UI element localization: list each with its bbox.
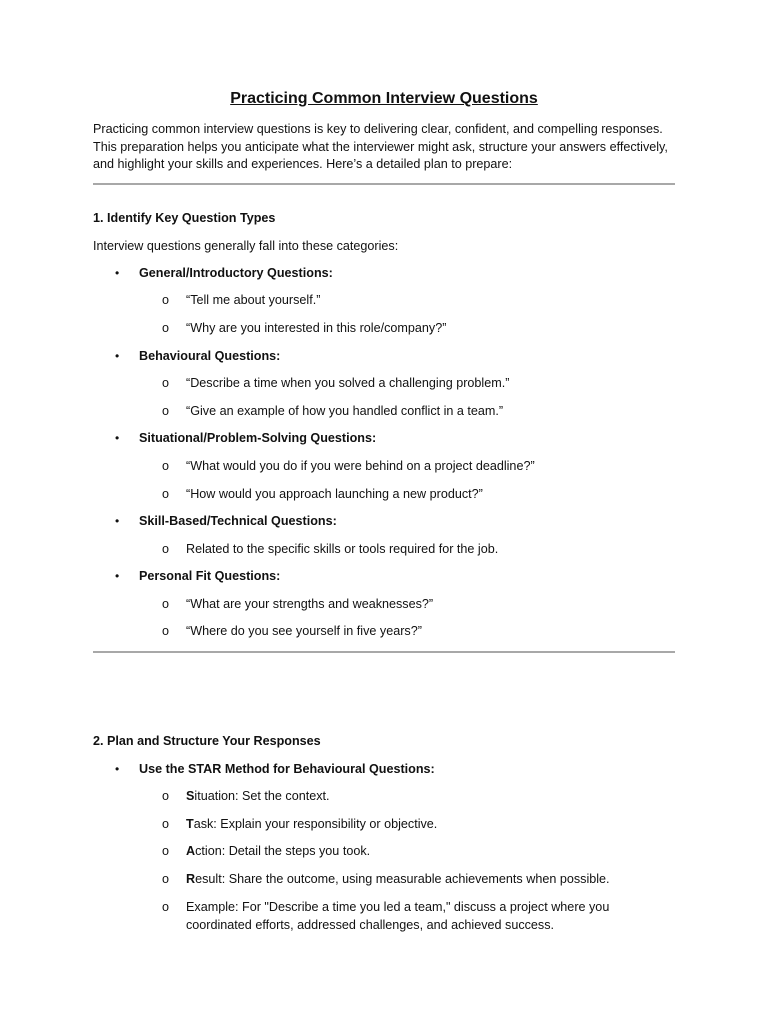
sub-bullet-icon: o — [162, 844, 170, 858]
star-method-label: Use the STAR Method for Behavioural Questions: — [139, 762, 435, 776]
category-label: Personal Fit Questions: — [139, 569, 281, 583]
sub-bullet-icon: o — [162, 789, 170, 803]
list-item: “Give an example of how you handled conflict in a team.” — [186, 404, 504, 418]
bullet-icon: • — [115, 349, 120, 363]
category-label: Situational/Problem-Solving Questions: — [139, 431, 377, 445]
bullet-icon: • — [115, 514, 120, 528]
star-letter: T — [186, 817, 194, 831]
star-text: ask: Explain your responsibility or objective. — [193, 817, 438, 831]
sub-bullet-icon: o — [162, 624, 170, 638]
section-heading: 1. Identify Key Question Types — [93, 211, 276, 225]
section-lead: Interview questions generally fall into these categories: — [93, 239, 399, 253]
list-item: “What would you do if you were behind on a project deadline?” — [186, 459, 535, 473]
sub-bullet-icon: o — [162, 376, 170, 390]
horizontal-rule — [93, 183, 675, 185]
star-item-action — [186, 843, 370, 860]
sub-bullet-icon: o — [162, 900, 170, 914]
list-item: “What are your strengths and weaknesses?” — [186, 597, 434, 611]
star-text: ituation: Set the context. — [194, 789, 330, 803]
bullet-icon: • — [115, 431, 120, 445]
sub-bullet-icon: o — [162, 293, 170, 307]
sub-bullet-icon: o — [162, 872, 170, 886]
list-item: “Tell me about yourself.” — [186, 293, 321, 307]
star-letter: R — [186, 872, 196, 886]
bullet-icon: • — [115, 762, 120, 776]
list-item: Related to the specific skills or tools required for the job. — [186, 542, 499, 556]
star-item-task — [186, 816, 437, 833]
horizontal-rule — [93, 651, 675, 653]
star-example: Example: For "Describe a time you led a team," discuss a project where you coordinated efforts, addressed challenges, and achieved success. — [186, 900, 610, 932]
star-item-result — [186, 871, 610, 888]
section-heading: 2. Plan and Structure Your Responses — [93, 734, 321, 748]
star-letter: S — [186, 789, 195, 803]
category-label: Behavioural Questions: — [139, 349, 281, 363]
intro-paragraph: Practicing common interview questions is key to delivering clear, confident, and compelling responses. This preparation helps you anticipate what the interviewer might ask, structure your answers effectively, and highlight your skills and experiences. Here’s a detailed plan to prepare: — [93, 122, 668, 171]
sub-bullet-icon: o — [162, 817, 170, 831]
sub-bullet-icon: o — [162, 459, 170, 473]
category-label: General/Introductory Questions: — [139, 266, 333, 280]
sub-bullet-icon: o — [162, 404, 170, 418]
bullet-icon: • — [115, 266, 120, 280]
star-item-situation — [186, 788, 330, 805]
bullet-icon: • — [115, 569, 120, 583]
star-letter: A — [186, 844, 196, 858]
category-label: Skill-Based/Technical Questions: — [139, 514, 337, 528]
star-text: ction: Detail the steps you took. — [195, 844, 371, 858]
sub-bullet-icon: o — [162, 542, 170, 556]
list-item: “How would you approach launching a new product?” — [186, 487, 483, 501]
star-text: esult: Share the outcome, using measurable achievements when possible. — [195, 872, 610, 886]
document-title: Practicing Common Interview Questions — [230, 90, 538, 107]
sub-bullet-icon: o — [162, 487, 170, 501]
list-item: “Describe a time when you solved a challenging problem.” — [186, 376, 510, 390]
sub-bullet-icon: o — [162, 321, 170, 335]
sub-bullet-icon: o — [162, 597, 170, 611]
list-item: “Why are you interested in this role/company?” — [186, 321, 447, 335]
list-item: “Where do you see yourself in five years?” — [186, 624, 422, 638]
